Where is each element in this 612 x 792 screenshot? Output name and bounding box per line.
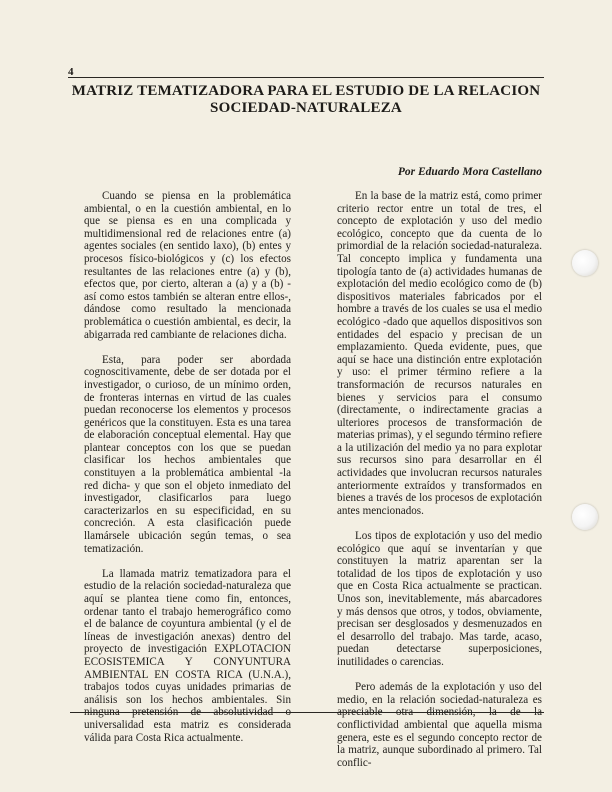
- title-line-1: MATRIZ TEMATIZADORA PARA EL ESTUDIO DE LA RELACION: [71, 83, 541, 99]
- paragraph: En la base de la matriz está, como primer criterio rector entre un total de tres, el concepto de explotación y uso del medio ecológico, concepto que da cuenta de lo primordial de la relación sociedad-naturaleza. Tal concepto implica y fundamenta una tipología tanto de (a) actividades humanas de explotación del medio ecológico como de (b) dispositivos materiales fabricados por el hombre a través de los cuales se usa el medio ecológico -dado que aquellos dispositivos son entidades del espacio y precisan de un emplazamiento. Queda evidente, pues, que aquí se hace una distinción entre explotación y uso: el primer término refiere a la transformación de recursos naturales en bienes y servicios para el consumo (directamente, o indirectamente gracias a ulteriores procesos de transformación de materias primas), y el segundo término refiere a la utilización del medio ya no para explotar sus recursos sino para desarrollar en él actividades que involucran recursos naturales anteriormente extraídos y transformados en bienes a través de los procesos de explotación antes mencionados.: [337, 190, 542, 517]
- punch-hole-bottom: [572, 504, 598, 530]
- punch-hole-top: [572, 250, 598, 276]
- paragraph: La llamada matriz tematizadora para el estudio de la relación sociedad-naturaleza que aquí se plantea tiene como fin, entonces, ordenar tanto el trabajo hemerográfico como el de balance de coyuntura ambiental (y el de líneas de investigación anexas) dentro del proyecto de investigación EXPLOTACION ECOSISTEMICA Y CONYUNTURA AMBIENTAL EN COSTA RICA (U.N.A.), trabajos todos cuyas unidades primarias de análisis son los hechos ambientales. Sin ninguna pretensión de absolutividad o universalidad esta matriz es considerada válida para Costa Rica actualmente.: [84, 567, 291, 744]
- paragraph: Pero además de la explotación y uso del medio, en la relación sociedad-naturaleza es apreciable otra dimensión, la de la conflictividad ambiental que aquella misma genera, este es el segundo concepto rector de la matriz, aunque subordinado al primero. Tal conflic-: [337, 681, 542, 769]
- article-title: [68, 83, 544, 117]
- title-line-2: SOCIEDAD-NATURALEZA: [210, 100, 402, 116]
- top-rule: [68, 77, 544, 78]
- paragraph: Esta, para poder ser abordada cognoscitivamente, debe de ser dotada por el investigador, o curioso, de un mínimo orden, de fronteras internas en virtud de las cuales puedan reconocerse los elementos y procesos genéricos que la constituyen. Esta es una tarea de elaboración conceptual elemental. Hay que plantear conceptos con los que se puedan clasificar los hechos ambientales que constituyen a la problemática ambiental -la red dicha- y que son el objeto inmediato del investigador, clasificarlos para luego caracterizarlos en su especificidad, en su concreción. A esta clasificación puede llamársele ubicación según temas, o sea tematización.: [84, 353, 291, 555]
- paragraph: Cuando se piensa en la problemática ambiental, o en la cuestión ambiental, en lo que se piensa es en una complicada y multidimensional red de relaciones entre (a) agentes sociales (en sentido laxo), (b) entes y procesos físico-biológicos y (c) los efectos resultantes de las relaciones entre (a) y (b), efectos que, por cierto, alteran a (a) y a (b) -así como estos también se alteran entre ellos-, dándose como resultado la mencionada problemática o cuestión ambiental, es decir, la abigarrada red cambiante de relaciones dicha.: [84, 190, 291, 341]
- page-number: 4: [68, 66, 74, 78]
- left-column: [84, 190, 291, 757]
- bottom-rule: [70, 712, 544, 713]
- paragraph: Los tipos de explotación y uso del medio ecológico que aquí se inventarían y que constituyen la matriz aparentan ser la totalidad de los tipos de explotación y uso que en Costa Rica actualmente se practican. Unos son, inevitablemente, más abarcadores y más densos que otros, y todos, obviamente, precisan ser desglosados y desmenuzados en el desarrollo del trabajo. Mas tarde, acaso, puedan detectarse superposiciones, inutilidades o carencias.: [337, 530, 542, 668]
- author-byline: Por Eduardo Mora Castellano: [397, 166, 542, 178]
- right-column: [337, 190, 542, 782]
